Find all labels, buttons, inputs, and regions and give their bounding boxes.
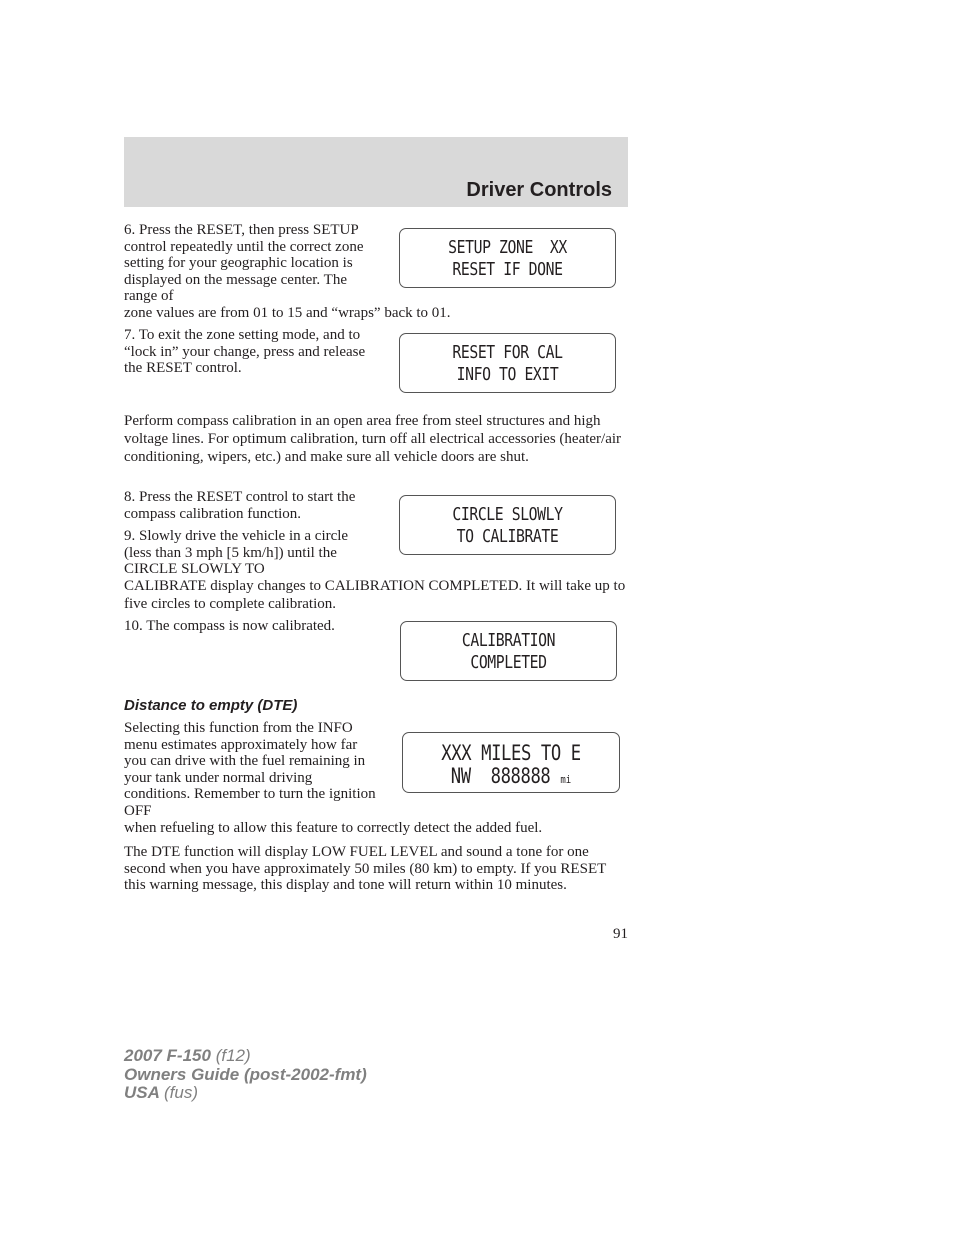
lcd-dte	[402, 732, 620, 793]
lcd-setup-zone	[399, 228, 616, 288]
lcd-line: TO CALIBRATE	[456, 526, 559, 547]
lcd-line: RESET IF DONE	[452, 259, 563, 280]
step-9-text-continued: CALIBRATE display changes to CALIBRATION COMPLETED. It will take up to five circles to complete calibration.	[124, 578, 626, 612]
lcd-line: CALIBRATION	[461, 630, 556, 651]
header-band	[124, 137, 628, 207]
step-10-text: 10. The compass is now calibrated.	[124, 618, 335, 634]
footer-line-3	[124, 1084, 367, 1103]
step-6-text: 6. Press the RESET, then press SETUP control repeatedly until the correct zone setting for your geographic location is displayed on the message center. The range of	[124, 222, 364, 304]
dte-paragraph-2: The DTE function will display LOW FUEL LEVEL and sound a tone for one second when you have approximately 50 miles (80 km) to empty. If you RESET this warning message, this display and tone will return within 10 minutes.	[124, 844, 606, 893]
lcd-line: INFO TO EXIT	[456, 364, 559, 385]
dte-paragraph-1-continued: when refueling to allow this feature to correctly detect the added fuel.	[124, 820, 543, 836]
footer-line-2	[124, 1066, 367, 1085]
lcd-odometer: NW 888888	[450, 764, 551, 788]
footer	[124, 1047, 367, 1103]
lcd-reset-for-cal	[399, 333, 616, 393]
section-title: Driver Controls	[466, 179, 612, 201]
footer-guide: Owners Guide (post-2002-fmt)	[124, 1064, 367, 1084]
lcd-calibration-completed	[400, 621, 617, 681]
dte-heading: Distance to empty (DTE)	[124, 697, 298, 714]
lcd-line: CIRCLE SLOWLY	[452, 504, 563, 525]
step-7-text: 7. To exit the zone setting mode, and to “lock in” your change, press and release the RESET control.	[124, 327, 366, 376]
calibration-note: Perform compass calibration in an open area free from steel structures and high voltage lines. For optimum calibration, turn off all electrical accessories (heater/air conditioning, wipers, etc.) and make sure all vehicle doors are shut.	[124, 413, 622, 465]
lcd-line: RESET FOR CAL	[452, 342, 563, 363]
footer-model: 2007 F-150	[124, 1046, 211, 1065]
footer-region: USA	[124, 1083, 160, 1102]
lcd-line: SETUP ZONE XX	[448, 237, 567, 258]
lcd-unit: mi	[560, 773, 572, 786]
step-6-text-continued: zone values are from 01 to 15 and “wraps” back to 01.	[124, 305, 451, 321]
lcd-line: COMPLETED	[470, 652, 547, 673]
step-8-text: 8. Press the RESET control to start the compass calibration function.	[124, 489, 356, 522]
lcd-circle-slowly	[399, 495, 616, 555]
lcd-line: XXX MILES TO E	[441, 741, 581, 765]
step-9-text: 9. Slowly drive the vehicle in a circle (less than 3 mph [5 km/h]) until the CIRCLE SLOWLY TO	[124, 528, 349, 577]
dte-paragraph-1: Selecting this function from the INFO menu estimates approximately how far you can drive with the fuel remaining in your tank under normal driving conditions. Remember to turn the ignition OFF	[124, 720, 376, 819]
page-number: 91	[613, 926, 628, 942]
footer-line-1	[124, 1047, 367, 1066]
lcd-line	[422, 764, 599, 788]
footer-model-code: (f12)	[215, 1046, 251, 1065]
footer-region-code: (fus)	[164, 1083, 198, 1102]
